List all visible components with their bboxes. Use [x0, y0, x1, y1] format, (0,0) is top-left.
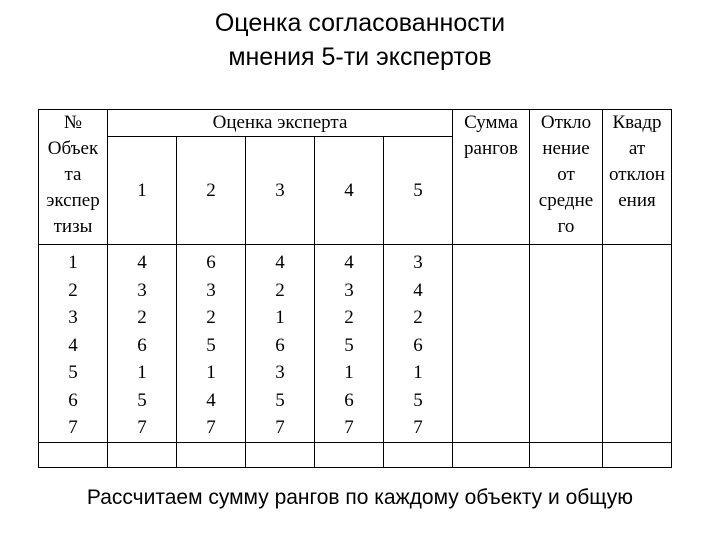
object-header-line: экспер: [46, 190, 100, 211]
rank-sum-header-line: Сумма: [464, 112, 518, 133]
expert-3-header: 3: [246, 137, 315, 245]
object-number: 2: [68, 279, 78, 301]
rank-sum-cell: [453, 245, 530, 443]
rank-cell: 1: [413, 362, 423, 383]
square-header-line: Квадр: [612, 112, 662, 133]
rank-cell: 6: [413, 334, 423, 356]
rank-cell: 6: [137, 334, 147, 356]
rank-cell: 2: [344, 307, 354, 328]
object-number: 1: [68, 252, 78, 273]
rank-cell: 2: [206, 307, 216, 328]
rank-cell: 7: [137, 417, 147, 438]
object-header-line: тизы: [53, 216, 93, 237]
object-number: 4: [68, 334, 78, 356]
rank-cell: 7: [344, 417, 354, 438]
total-row-cell: [315, 442, 384, 467]
deviation-header-line: нение: [542, 138, 590, 159]
deviation-header-line: го: [557, 216, 575, 237]
rank-cell: 7: [206, 417, 216, 438]
expert-2-ranks: [177, 245, 246, 443]
total-rank-sum-cell: [453, 442, 530, 467]
title-line-1: Оценка согласованности: [214, 9, 506, 37]
object-number-header: [39, 110, 108, 245]
squared-deviation-cell: [603, 245, 672, 443]
ranking-table-wrapper: [38, 109, 671, 463]
rank-cell: 3: [206, 279, 216, 301]
rank-cell: 3: [137, 279, 147, 301]
total-row-cell: [39, 442, 108, 467]
total-row-cell: [384, 442, 453, 467]
total-row-cell: [108, 442, 177, 467]
total-squared-deviation-cell: [603, 442, 672, 467]
rank-cell: 5: [206, 334, 216, 356]
footer-caption: Рассчитаем сумму рангов по каждому объекту и общую: [86, 486, 634, 509]
total-row-cell: [246, 442, 315, 467]
deviation-header: [530, 110, 603, 245]
object-header-line: Объек: [47, 138, 99, 159]
expert-2-header: 2: [177, 137, 246, 245]
expert-4-header: 4: [315, 137, 384, 245]
square-header-line: ения: [618, 190, 656, 211]
rank-cell: 3: [413, 252, 423, 273]
object-header-line: №: [63, 112, 83, 133]
rank-cell: 4: [137, 252, 147, 273]
rank-cell: 5: [275, 389, 285, 411]
rank-cell: 4: [275, 252, 285, 273]
object-number: 3: [68, 307, 78, 328]
expert-5-header: 5: [384, 137, 453, 245]
object-number: 5: [68, 362, 78, 383]
total-deviation-cell: [530, 442, 603, 467]
object-number: 6: [68, 389, 78, 411]
deviation-header-line: средне: [538, 190, 594, 211]
rank-sum-header: [453, 110, 530, 245]
object-header-line: та: [64, 164, 82, 185]
expert-1-ranks: [108, 245, 177, 443]
deviation-header-line: от: [557, 164, 575, 185]
rank-cell: 5: [137, 389, 147, 411]
rank-cell: 1: [344, 362, 354, 383]
expert-group-header: Оценка эксперта: [108, 110, 453, 137]
rank-cell: 5: [413, 389, 423, 411]
rank-cell: 6: [206, 252, 216, 273]
object-number: 7: [68, 417, 78, 438]
expert-3-ranks: [246, 245, 315, 443]
rank-cell: 4: [344, 252, 354, 273]
rank-cell: 4: [206, 389, 216, 411]
deviation-header-line: Откло: [540, 112, 592, 133]
deviation-cell: [530, 245, 603, 443]
expert-4-ranks: [315, 245, 384, 443]
rank-cell: 1: [275, 307, 285, 328]
title-line-2: мнения 5-ти экспертов: [228, 43, 492, 71]
rank-cell: 7: [275, 417, 285, 438]
ranking-table: [38, 109, 672, 468]
rank-sum-header-line: рангов: [464, 138, 518, 159]
rank-cell: 1: [137, 362, 147, 383]
square-header-line: отклон: [609, 164, 665, 185]
slide-title: [0, 6, 720, 74]
rank-cell: 4: [413, 279, 423, 301]
rank-cell: 2: [413, 307, 423, 328]
rank-cell: 1: [206, 362, 216, 383]
expert-5-ranks: [384, 245, 453, 443]
rank-cell: 5: [344, 334, 354, 356]
expert-1-header: 1: [108, 137, 177, 245]
squared-deviation-header: [603, 110, 672, 245]
rank-cell: 7: [413, 417, 423, 438]
rank-cell: 3: [275, 362, 285, 383]
object-numbers-column: [39, 245, 108, 443]
total-row-cell: [177, 442, 246, 467]
rank-cell: 2: [275, 279, 285, 301]
square-header-line: ат: [628, 138, 646, 159]
rank-cell: 2: [137, 307, 147, 328]
rank-cell: 6: [344, 389, 354, 411]
rank-cell: 3: [344, 279, 354, 301]
rank-cell: 6: [275, 334, 285, 356]
